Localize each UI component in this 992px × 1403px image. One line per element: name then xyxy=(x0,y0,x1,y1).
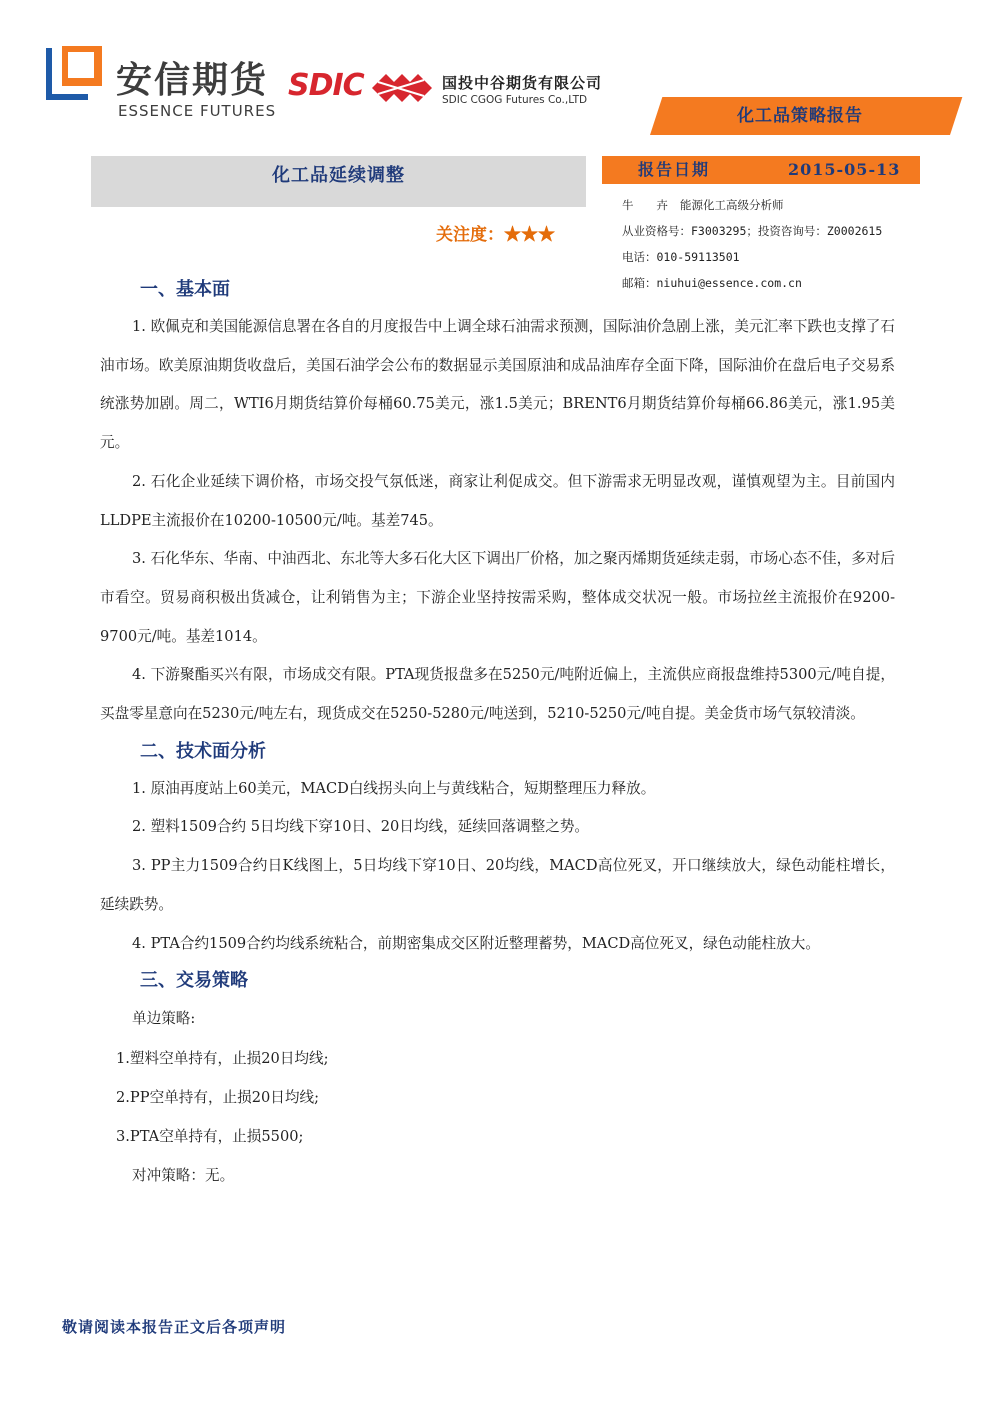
report-type-banner xyxy=(650,97,950,135)
fundamentals-paragraph-1: 1. 欧佩克和美国能源信息署在各自的月度报告中上调全球石油需求预测，国际油价急剧上涨，美元汇率下跌也支撑了石油市场。欧美原油期货收盘后，美国石油学会公布的数据显示美国原油和成品油库存全面下降，国际油价在盘后电子交易系统涨势加剧。周二，WTI6月期货结算价每桶60.75美元，涨1.5美元；BRENT6月期货结算价每桶66.86美元，涨1.95美元。 xyxy=(100,318,895,452)
essence-futures-logo xyxy=(46,46,276,122)
technical-paragraph-2: 2. 塑料1509合约 5日均线下穿10日、20日均线，延续回落调整之势。 xyxy=(132,818,590,836)
report-title: 化工品延续调整 xyxy=(272,165,405,186)
analyst-email: 邮箱：niuhui@essence.com.cn xyxy=(622,276,802,290)
sdic-diamond-icon xyxy=(372,70,432,106)
section-heading-fundamentals: 一、基本面 xyxy=(140,279,230,300)
strategy-item-1: 1.塑料空单持有，止损20日均线; xyxy=(116,1049,329,1067)
technical-paragraph-3: 3. PP主力1509合约日K线图上，5日均线下穿10日、20均线，MACD高位死叉，开口继续放大，绿色动能柱增长，延续跌势。 xyxy=(100,857,895,913)
report-date-label: 报告日期 xyxy=(638,160,711,179)
hedge-strategy: 对冲策略：无。 xyxy=(132,1167,235,1185)
technical-paragraph-1: 1. 原油再度站上60美元，MACD白线拐头向上与黄线粘合，短期整理压力释放。 xyxy=(132,779,656,797)
essence-logo-english: ESSENCE FUTURES xyxy=(118,102,277,120)
technical-paragraph-4: 4. PTA合约1509合约均线系统粘合，前期密集成交区附近整理蓄势，MACD高位死叉，绿色动能柱放大。 xyxy=(132,934,820,952)
report-title-box xyxy=(91,156,586,207)
single-strategy-label: 单边策略: xyxy=(132,1010,196,1028)
attention-stars: ★★★ xyxy=(504,225,555,245)
fundamentals-paragraph-3: 3. 石化华东、华南、中油西北、东北等大多石化大区下调出厂价格，加之聚丙烯期货延续走弱，市场心态不佳，多对后市看空。贸易商积极出货减仓，让利销售为主；下游企业坚持按需采购，整体成交状况一般。市场拉丝主流报价在9200-9700元/吨。基差1014。 xyxy=(100,550,895,645)
sdic-company-chinese: 国投中谷期货有限公司 xyxy=(442,74,603,92)
report-type-label: 化工品策略报告 xyxy=(737,106,863,126)
report-date-bar xyxy=(602,156,920,184)
attention-rating xyxy=(436,220,555,245)
analyst-name: 牛 卉 xyxy=(622,198,676,212)
analyst-role: 能源化工高级分析师 xyxy=(680,198,784,212)
fundamentals-paragraph-4: 4. 下游聚酯买兴有限，市场成交有限。PTA现货报盘多在5250元/吨附近偏上，主流供应商报盘维持5300元/吨自提，买盘零星意向在5230元/吨左右，现货成交在5250-5280元/吨送到，5210-5250元/吨自提。美金货市场气氛较清淡。 xyxy=(100,666,895,723)
sdic-company-english: SDIC CGOG Futures Co.,LTD xyxy=(442,94,588,106)
report-body xyxy=(100,272,895,1196)
strategy-item-3: 3.PTA空单持有，止损5500; xyxy=(116,1128,304,1146)
attention-label: 关注度： xyxy=(436,225,504,245)
essence-logo-icon xyxy=(46,46,104,102)
sdic-logo-text: SDIC xyxy=(288,68,364,103)
strategy-item-2: 2.PP空单持有，止损20日均线; xyxy=(116,1088,319,1106)
essence-logo-chinese: 安信期货 xyxy=(116,60,269,101)
section-heading-technical: 二、技术面分析 xyxy=(140,740,266,762)
disclaimer-notice: 敬请阅读本报告正文后各项声明 xyxy=(62,1318,287,1336)
report-date-value: 2015-05-13 xyxy=(788,160,901,179)
analyst-license: 从业资格号：F3003295；投资咨询号：Z0002615 xyxy=(622,224,883,238)
analyst-phone: 电话：010-59113501 xyxy=(622,250,740,264)
fundamentals-paragraph-2: 2. 石化企业延续下调价格，市场交投气氛低迷，商家让利促成交。但下游需求无明显改观，谨慎观望为主。目前国内LLDPE主流报价在10200-10500元/吨。基差745。 xyxy=(100,472,895,529)
section-heading-strategy: 三、交易策略 xyxy=(140,970,248,992)
sdic-logo xyxy=(288,66,618,116)
